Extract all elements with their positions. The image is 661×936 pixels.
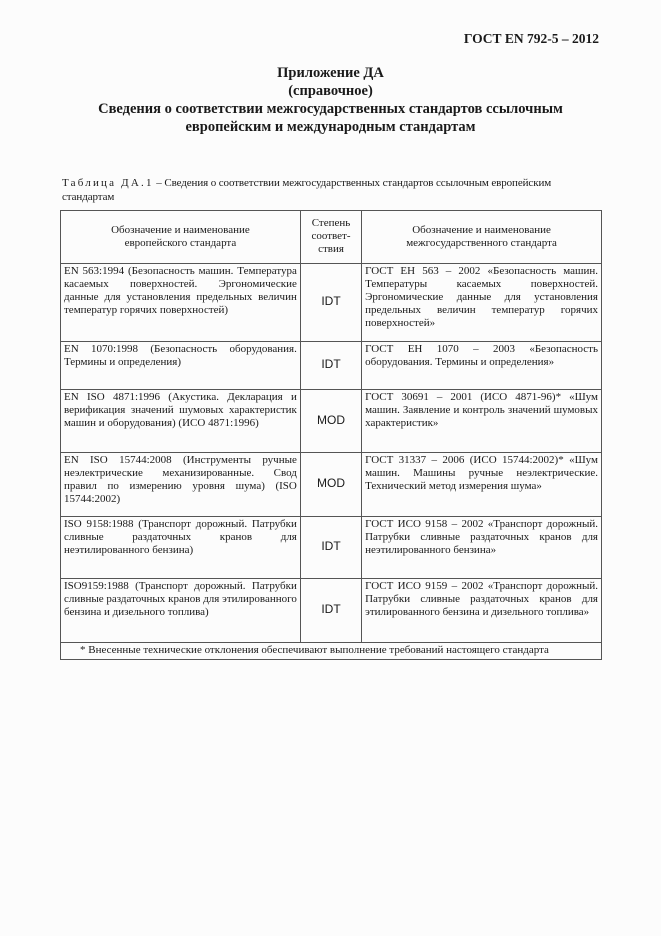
cell-european: EN 1070:1998 (Безопасность оборудования. Термины и определения) — [61, 341, 301, 389]
cell-degree: IDT — [300, 578, 361, 642]
cell-interstate: ГОСТ ЕН 563 – 2002 «Безопасность машин. Температуры касаемых поверхностей. Эргономические данные для установления предельных величин температур горячих поверхностей» — [362, 263, 602, 341]
appendix-heading: Сведения о соответствии межгосударственных стандартов ссылочным европейским и международным стандартам — [98, 101, 563, 135]
header-degree: Степень соответ-ствия — [300, 211, 361, 264]
table-row — [61, 452, 602, 516]
header-interstate: Обозначение и наименование межгосударственного стандарта — [362, 211, 602, 264]
appendix-title: Приложение ДА — [277, 65, 384, 81]
cell-european: ISO9159:1988 (Транспорт дорожный. Патрубки сливные раздаточных кранов для этилированного бензина и дизельного топлива) — [61, 578, 301, 642]
table-row — [61, 263, 602, 341]
cell-interstate: ГОСТ ИСО 9158 – 2002 «Транспорт дорожный. Патрубки сливные раздаточных кранов для неэтилированного бензина» — [362, 516, 602, 578]
cell-interstate: ГОСТ ИСО 9159 – 2002 «Транспорт дорожный. Патрубки сливные раздаточных кранов для этилированного бензина и дизельного топлива» — [362, 578, 602, 642]
table-footnote-row — [61, 642, 602, 659]
document-code: ГОСТ EN 792-5 – 2012 — [463, 31, 599, 46]
table-row — [61, 389, 602, 452]
cell-european: EN 563:1994 (Безопасность машин. Температура касаемых поверхностей. Эргономические данные для установления предельных величин температур горячих поверхностей) — [61, 263, 301, 341]
cell-european: EN ISO 4871:1996 (Акустика. Декларация и верификация значений шумовых характеристик машин и оборудования) (ИСО 4871:1996) — [61, 389, 301, 452]
table-header-row — [61, 211, 602, 264]
cell-degree: MOD — [300, 389, 361, 452]
table-caption-text: – Сведения о соответствии межгосударственных стандартов ссылочным европейским стандартам — [62, 177, 552, 203]
table-caption-label: Таблица ДА.1 — [62, 177, 154, 189]
cell-interstate: ГОСТ ЕН 1070 – 2003 «Безопасность оборудования. Термины и определения» — [362, 341, 602, 389]
cell-european: ISO 9158:1988 (Транспорт дорожный. Патрубки сливные раздаточных кранов для неэтилированного бензина) — [61, 516, 301, 578]
cell-interstate: ГОСТ 30691 – 2001 (ИСО 4871-96)* «Шум машин. Заявление и контроль значений шумовых характеристик» — [362, 389, 602, 452]
table-row — [61, 341, 602, 389]
cell-interstate: ГОСТ 31337 – 2006 (ИСО 15744:2002)* «Шум машин. Машины ручные неэлектрические. Технический метод измерения шума» — [362, 452, 602, 516]
cell-degree: IDT — [300, 516, 361, 578]
correspondence-table — [60, 210, 602, 660]
table-footnote: * Внесенные технические отклонения обеспечивают выполнение требований настоящего стандарта — [61, 642, 602, 659]
cell-degree: MOD — [300, 452, 361, 516]
table-caption — [62, 177, 602, 204]
table-row — [61, 578, 602, 642]
header-european: Обозначение и наименование европейского стандарта — [61, 211, 301, 264]
cell-degree: IDT — [300, 263, 361, 341]
cell-degree: IDT — [300, 341, 361, 389]
table-row — [61, 516, 602, 578]
cell-european: EN ISO 15744:2008 (Инструменты ручные неэлектрические механизированные. Свод правил по измерению уровня шума) (ISO 15744:2002) — [61, 452, 301, 516]
appendix-subtitle: (справочное) — [288, 83, 373, 99]
appendix-title-block — [60, 64, 601, 136]
